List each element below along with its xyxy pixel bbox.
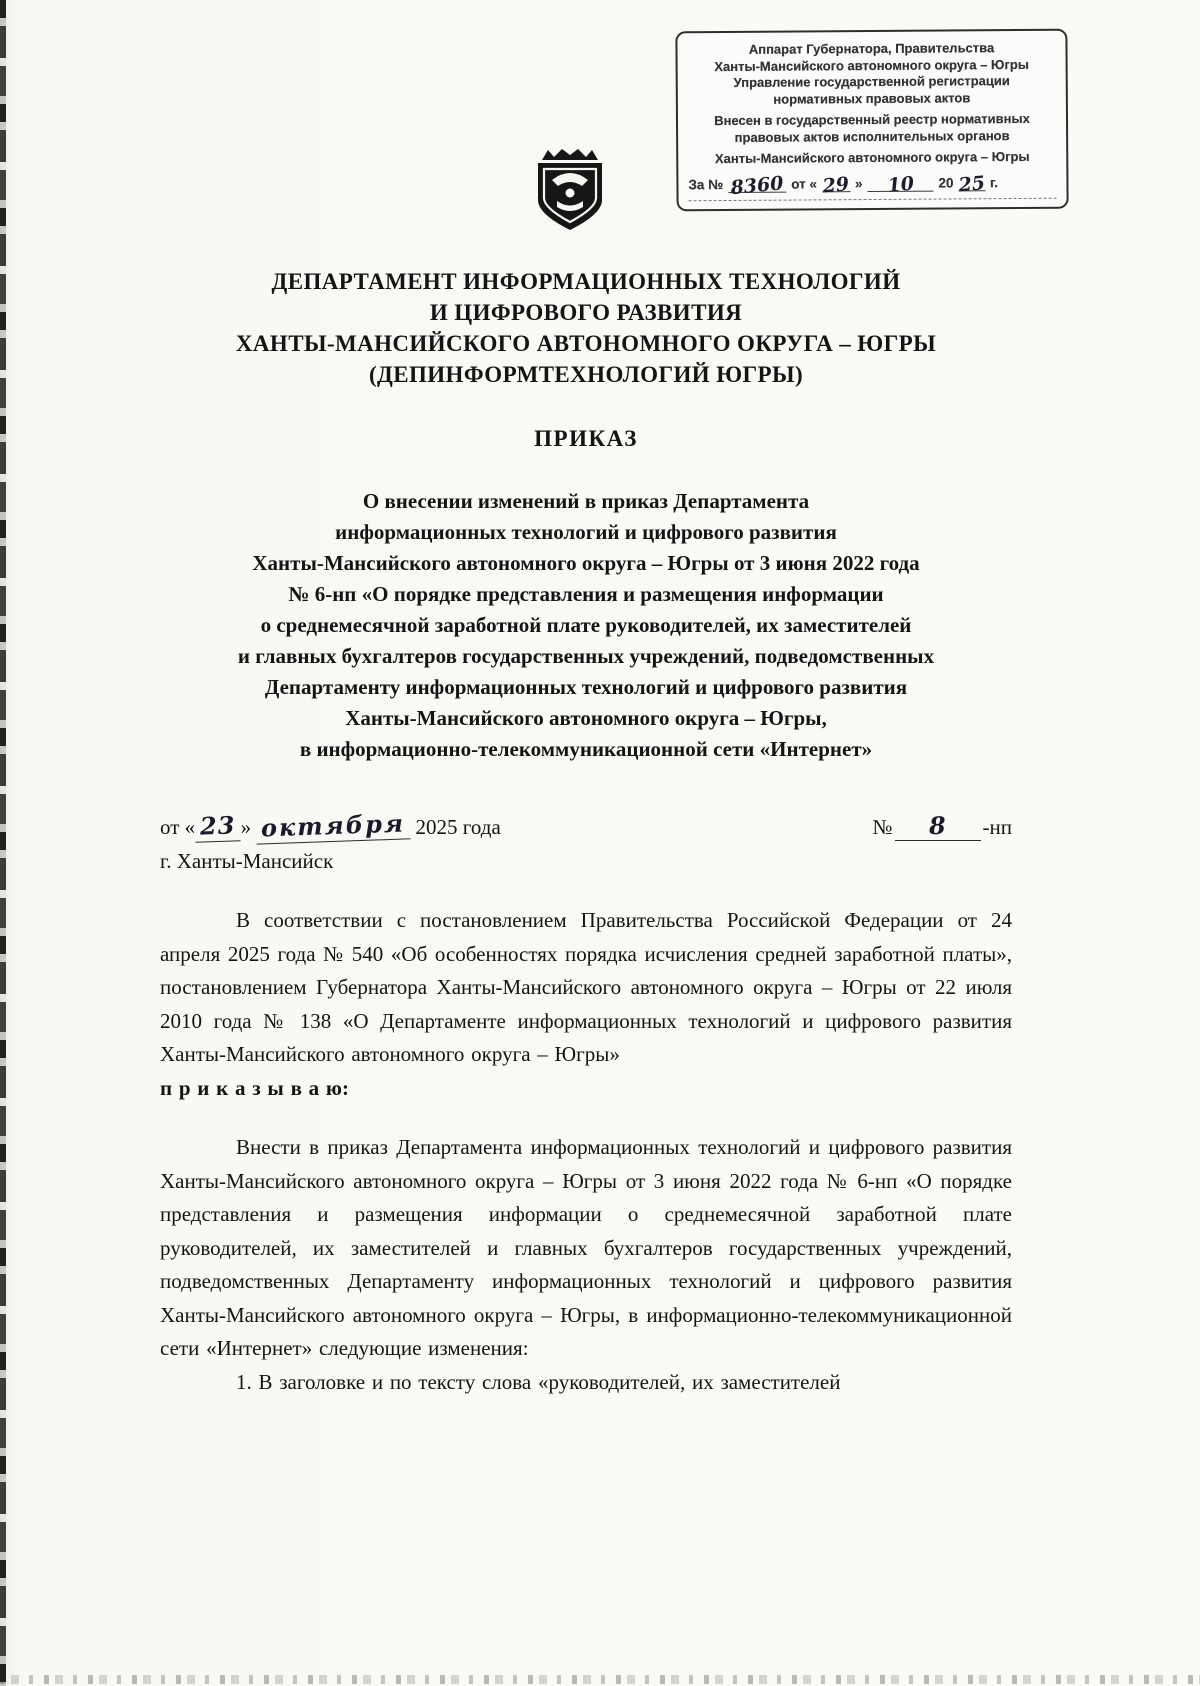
stamp-reg-year-prefix: 20 bbox=[938, 174, 954, 191]
subject-line: № 6-нп «О порядке представления и размещения информации bbox=[288, 582, 884, 606]
department-name-line: И ЦИФРОВОГО РАЗВИТИЯ bbox=[429, 300, 743, 325]
date-issued bbox=[160, 808, 501, 843]
subject-line: и главных бухгалтеров государственных учреждений, подведомственных bbox=[237, 644, 935, 668]
prikaz-word: п р и к а з ы в а ю: bbox=[160, 1075, 349, 1100]
document-head bbox=[0, 0, 1200, 252]
dateline bbox=[160, 808, 1012, 843]
order-subject bbox=[160, 486, 1012, 765]
document-type-title: ПРИКАЗ bbox=[534, 426, 638, 451]
department-name bbox=[160, 266, 1012, 390]
subject-line: Ханты-Мансийского автономного округа – Югры, bbox=[345, 706, 827, 730]
number-sign: № bbox=[872, 815, 893, 839]
doc-number-handwritten: 8 bbox=[928, 810, 947, 841]
department-name-line: (ДЕПИНФОРМТЕХНОЛОГИЙ ЮГРЫ) bbox=[368, 362, 804, 387]
stamp-org-line: нормативных правовых актов bbox=[773, 89, 971, 107]
stamp-dashed-rule bbox=[689, 198, 1057, 202]
stamp-org-line: Управление государственной регистрации bbox=[733, 73, 1010, 90]
stamp-reg-month-handwritten: 10 bbox=[886, 172, 915, 197]
stamp-reg-year-suffix: г. bbox=[989, 174, 999, 190]
stamp-registration-entry bbox=[686, 172, 1058, 200]
document-number bbox=[872, 811, 1012, 841]
stamp-reg-label: За № bbox=[688, 176, 724, 192]
stamp-registry-line: Внесен в государственный реестр нормативных bbox=[714, 110, 1030, 129]
paragraph-legal-basis bbox=[160, 904, 1012, 1105]
stamp-reg-year-handwritten: 25 bbox=[957, 172, 987, 197]
subject-line: О внесении изменений в приказ Департамента bbox=[362, 489, 810, 513]
date-year: 2025 года bbox=[415, 815, 501, 839]
stamp-reg-year-line bbox=[957, 172, 987, 197]
paragraph-amendment bbox=[160, 1131, 1012, 1366]
coat-of-arms-graphic bbox=[524, 146, 616, 234]
subject-line: в информационно-телекоммуникационной сети «Интернет» bbox=[299, 737, 873, 761]
stamp-org-line: Аппарат Губернатора, Правительства bbox=[748, 40, 995, 57]
stamp-registry-line: правовых актов исполнительных органов bbox=[734, 127, 1010, 145]
department-name-line: ДЕПАРТАМЕНТ ИНФОРМАЦИОННЫХ ТЕХНОЛОГИЙ bbox=[271, 269, 901, 294]
subject-line: о среднемесячной заработной плате руководителей, их заместителей bbox=[260, 613, 912, 637]
stamp-reg-from-label: от « bbox=[791, 175, 818, 192]
stamp-reg-day-handwritten: 29 bbox=[821, 173, 851, 198]
stamp-reg-number-line bbox=[728, 172, 786, 200]
stamp-reg-day-line bbox=[821, 173, 851, 198]
coat-of-arms bbox=[524, 146, 616, 234]
stamp-region-line: Ханты-Мансийского автономного округа – Югры bbox=[714, 148, 1030, 167]
city-line: г. Ханты-Мансийск bbox=[160, 849, 334, 873]
stamp-reg-month-line bbox=[867, 172, 933, 197]
paragraph-amendment-text: Внести в приказ Департамента информационных технологий и цифрового развития Ханты-Мансийского автономного округа – Югры от 3 июня 2022 года № 6-нп «О порядке представления и размещения информации о среднемесячной заработной плате руководителей, их заместителей и главных бухгалтеров государственных учреждений, подведомственных Департаменту информационных технологий и цифрового развития Ханты-Мансийского автономного округа – Югры, в информационно-телекоммуникационной сети «Интернет» следующие изменения: bbox=[160, 1135, 1012, 1360]
stamp-org-line: Ханты-Мансийского автономного округа – Югры bbox=[714, 56, 1029, 74]
subject-line: информационных технологий и цифрового развития bbox=[335, 520, 837, 544]
subject-line: Департаменту информационных технологий и цифрового развития bbox=[264, 675, 908, 699]
date-quote-close: » bbox=[240, 815, 252, 839]
scan-artifact-left-edge bbox=[0, 0, 6, 1686]
document-body-column bbox=[0, 266, 1200, 1399]
paragraph-item-1 bbox=[160, 1366, 1012, 1400]
date-month-handwritten: октября bbox=[256, 808, 411, 844]
date-prefix: от « bbox=[160, 815, 196, 839]
scan-artifact-bottom-edge bbox=[0, 1675, 1200, 1684]
stamp-reg-quote-close: » bbox=[854, 175, 863, 191]
number-suffix: -нп bbox=[982, 815, 1012, 839]
date-day-handwritten: 23 bbox=[195, 810, 241, 843]
subject-line: Ханты-Мансийского автономного округа – Югры от 3 июня 2022 года bbox=[252, 551, 920, 575]
registration-stamp bbox=[675, 29, 1068, 212]
paragraph-legal-basis-text: В соответствии с постановлением Правительства Российской Федерации от 24 апреля 2025 года № 540 «Об особенностях порядка исчисления средней заработной платы», постановлением Губернатора Ханты-Мансийского автономного округа – Югры от 22 июля 2010 года № 138 «О Департаменте информационных технологий и цифрового развития Ханты-Мансийского автономного округа – Югры» bbox=[160, 908, 1012, 1066]
doc-number-line bbox=[895, 811, 981, 841]
paragraph-item-1-text: 1. В заголовке и по тексту слова «руководителей, их заместителей bbox=[236, 1369, 841, 1394]
stamp-reg-number-handwritten: 8360 bbox=[729, 172, 785, 200]
department-name-line: ХАНТЫ-МАНСИЙСКОГО АВТОНОМНОГО ОКРУГА – ЮГРЫ bbox=[235, 331, 937, 356]
